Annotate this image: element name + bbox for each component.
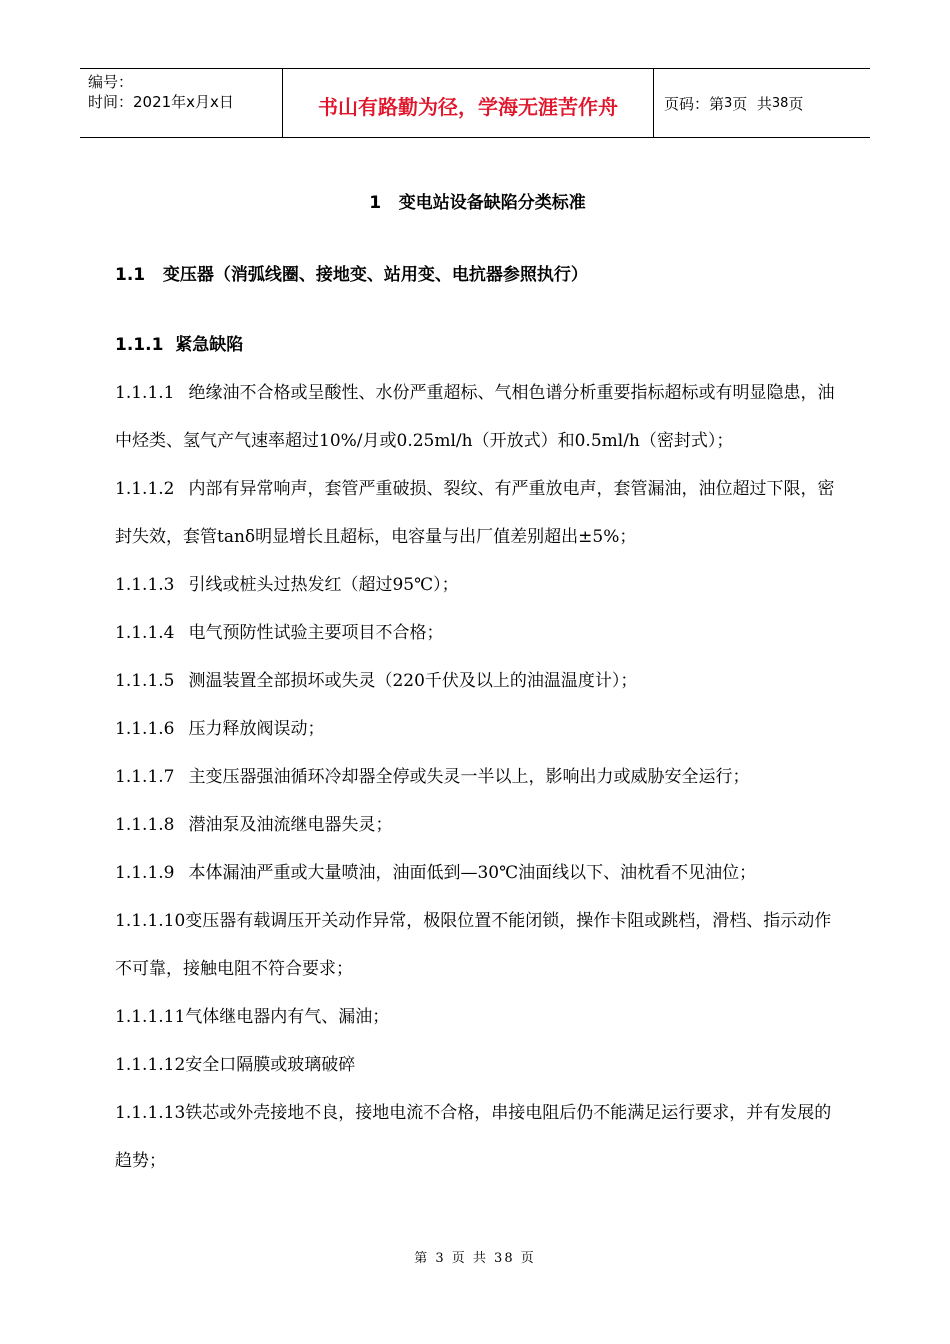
defect-item-text: 引线或桩头过热发红（超过95℃）； (188, 575, 459, 595)
header-time-label: 时间：2021年x月x日 (88, 93, 234, 111)
defect-item (115, 1089, 840, 1185)
defect-item-text: 测温装置全部损坏或失灵（220千伏及以上的油温温度计）； (188, 671, 638, 691)
defect-item-number: 1.1.1.5 (115, 671, 175, 691)
defect-item (115, 657, 840, 705)
header-page-prefix: 页码：第 (664, 94, 725, 113)
defect-item-text: 安全口隔膜或玻璃破碎 (185, 1055, 356, 1075)
page-header (80, 68, 870, 138)
defect-item-number: 1.1.1.3 (115, 575, 175, 595)
defect-item (115, 609, 840, 657)
defect-item-number: 1.1.1.2 (115, 479, 175, 499)
defect-item-text: 气体继电器内有气、漏油； (185, 1007, 390, 1027)
defect-item-number: 1.1.1.9 (115, 863, 175, 883)
defect-item-text: 电气预防性试验主要项目不合格； (188, 623, 444, 643)
defect-item-number: 1.1.1.11 (115, 1007, 186, 1027)
defect-item-number: 1.1.1.7 (115, 767, 175, 787)
defect-item (115, 465, 840, 561)
subsection-heading: 1.1.1 紧急缺陷 (115, 335, 244, 355)
header-code-label: 编号： (88, 73, 134, 91)
defect-item-text: 主变压器强油循环冷却器全停或失灵一半以上，影响出力或威胁安全运行； (188, 767, 750, 787)
defect-item-number: 1.1.1.13 (115, 1103, 186, 1123)
defect-item-number: 1.1.1.8 (115, 815, 175, 835)
header-page-suffix: 页 (788, 94, 804, 113)
defect-item-text: 内部有异常响声，套管严重破损、裂纹、有严重放电声，套管漏油，油位超过下限，密封失效，套管tanδ明显增长且超标，电容量与出厂值差别超出±5%； (115, 479, 835, 547)
header-meta (80, 69, 282, 137)
header-page-info (654, 69, 870, 137)
document-title: 1 变电站设备缺陷分类标准 (369, 193, 586, 213)
defect-item-text: 本体漏油严重或大量喷油，油面低到—30℃油面线以下、油枕看不见油位； (188, 863, 757, 883)
header-page-num: 3 (724, 95, 733, 111)
defect-item-number: 1.1.1.6 (115, 719, 175, 739)
defect-item-text: 绝缘油不合格或呈酸性、水份严重超标、气相色谱分析重要指标超标或有明显隐患，油中烃类、氢气产气速率超过10%/月或0.25ml/h（开放式）和0.5ml/h（密封式）； (115, 383, 835, 451)
header-motto: 书山有路勤为径，学海无涯苦作舟 (282, 69, 654, 137)
defect-item-text: 铁芯或外壳接地不良，接地电流不合格，串接电阻后仍不能满足运行要求，并有发展的趋势； (115, 1103, 832, 1171)
defect-item-number: 1.1.1.10 (115, 911, 186, 931)
defect-item-text: 潜油泵及油流继电器失灵； (188, 815, 393, 835)
page-footer: 第 3 页 共 38 页 (414, 1251, 536, 1266)
defect-item-number: 1.1.1.12 (115, 1055, 186, 1075)
header-page-total: 38 (771, 95, 789, 111)
defect-item (115, 561, 840, 609)
defect-item-text: 压力释放阀误动； (188, 719, 325, 739)
defect-item (115, 897, 840, 993)
defect-item-number: 1.1.1.1 (115, 383, 175, 403)
defect-item (115, 801, 840, 849)
defect-item (115, 1041, 840, 1089)
defect-item-text: 变压器有载调压开关动作异常，极限位置不能闭锁，操作卡阻或跳档，滑档、指示动作不可靠，接触电阻不符合要求； (115, 911, 832, 979)
defect-list (115, 369, 840, 1185)
header-page-mid: 页 共 (732, 94, 772, 113)
defect-item (115, 849, 840, 897)
defect-item (115, 705, 840, 753)
defect-item (115, 753, 840, 801)
section-heading: 1.1 变压器（消弧线圈、接地变、站用变、电抗器参照执行） (115, 265, 588, 285)
defect-item (115, 993, 840, 1041)
defect-item (115, 369, 840, 465)
defect-item-number: 1.1.1.4 (115, 623, 175, 643)
